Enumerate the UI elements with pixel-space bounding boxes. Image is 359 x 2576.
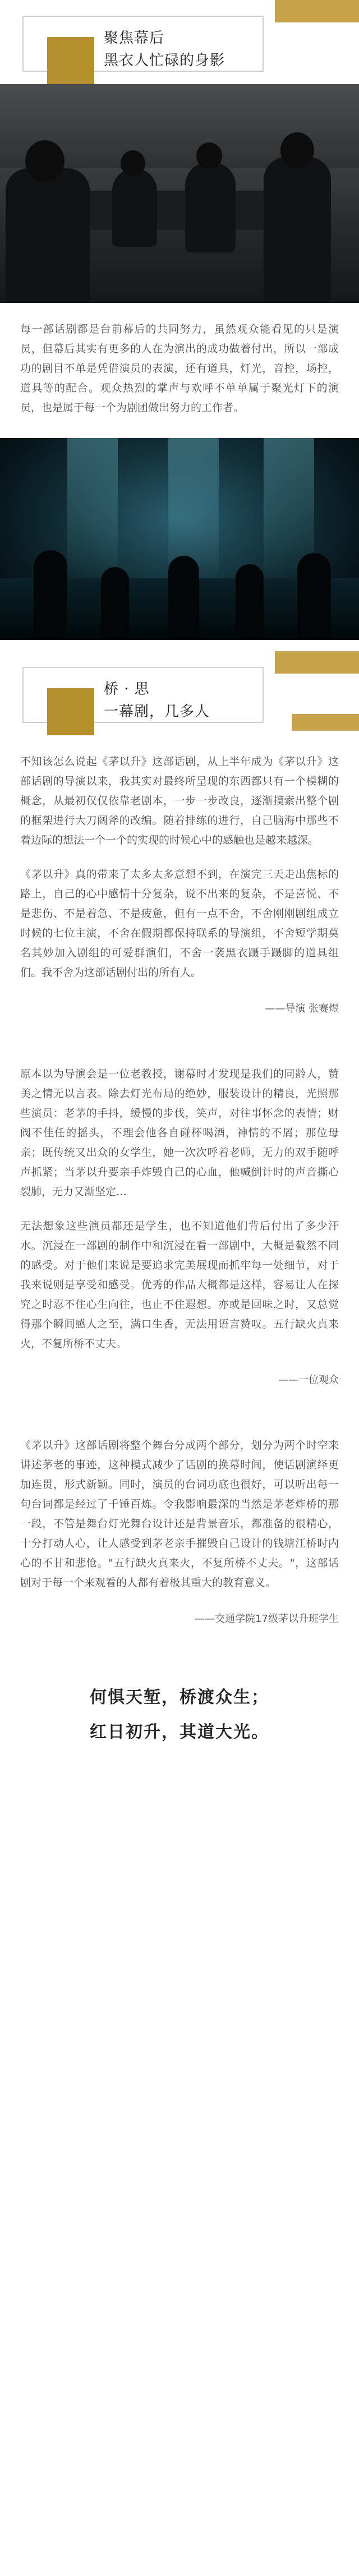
decorative-gold-bar bbox=[275, 0, 359, 22]
closing-line-1: 何惧天堑，桥渡众生； bbox=[90, 1688, 269, 1707]
decorative-gold-square bbox=[47, 688, 94, 735]
stage-photo bbox=[0, 438, 359, 640]
decorative-gold-bar bbox=[275, 651, 359, 674]
audience-text bbox=[0, 1048, 359, 1374]
director-paragraph-1: 不知该怎么说起《茅以升》这部话剧，从上半年成为《茅以升》这部话剧的导演以来，我其实对最终所呈现的东西都只有一个模糊的概念，从最初仅仅依靠老剧本，一步一步改良，逐渐摸索出整个剧的框架进行大刀阔斧的改编。随着排练的进行，自己脑海中那些不着边际的想法一个一个的实现的时候心中的感触也是越来越深。 bbox=[20, 755, 339, 846]
decorative-gold-square bbox=[47, 37, 94, 84]
signature-audience: ——一位观众 bbox=[278, 1374, 339, 1386]
section-title-line2: 黑衣人忙碌的身影 bbox=[104, 52, 225, 69]
section-title-line2: 一幕剧，几多人 bbox=[104, 703, 210, 720]
intro-text bbox=[0, 303, 359, 438]
audience-paragraph-1: 原本以为导演会是一位老教授，谢幕时才发现是我们的同龄人，赞美之情无以言表。除去灯光布局的绝妙，服装设计的精良，光照那些演员：老茅的手抖，缓慢的步伐，笑声，对往事怀念的表情；财阀不佳任的摇头，不理会他各自碰杯喝酒，神情的不屑；那位母亲；既传统又出众的女学生，她一次次呼着老师，无力的双手随呼声抓紧；当茅以升要亲手炸毁自己的心血，他喊倒计时的声音撕心裂肺，无力又渐坚定… bbox=[20, 1068, 339, 1198]
section-title bbox=[104, 678, 210, 723]
intro-paragraph: 每一部话剧都是台前幕后的共同努力，虽然观众能看见的只是演员，但幕后其实有更多的人在为演出的成功做着付出，所以一部成功的剧目不单是凭借演员的表演，还有道具，灯光，音控，场控，道具等的配合。观众热烈的掌声与欢呼不单单属于聚光灯下的演员，也是属于每一个为剧团做出努力的工作者。 bbox=[20, 323, 339, 414]
closing-line-2: 红日初升，其道大光。 bbox=[90, 1722, 269, 1742]
section-title-line1: 聚焦幕后 bbox=[104, 30, 165, 47]
audience-paragraph-2: 无法想象这些演员都还是学生，也不知道他们背后付出了多少汗水。沉浸在一部剧的制作中和沉浸在看一部剧中，大概是截然不同的感受。对于他们来说是要追求完美展现而抓牢每一处细节，对于我来说则是享受和感受。优秀的作品大概都是这样，容易让人在探究之时忍不住心生向往，也止不住遐想。亦或是回味之时，又总觉得那个瞬间感人之至，满口生香，无法用语言赞叹。五行缺火真来火，不复所桥不丈夫。 bbox=[20, 1220, 339, 1350]
signature-student: ——交通学院17级茅以升班学生 bbox=[195, 1613, 339, 1625]
rehearsal-photo bbox=[0, 84, 359, 303]
student-paragraph: 《茅以升》这部话剧将整个舞台分成两个部分，划分为两个时空来讲述茅老的事迹，这种模式减少了话剧的换幕时间，使话剧演绎更加连贯，形式新颖。同时，演员的台词功底也很好，可以听出每一句台词都是经过了千锤百炼。令我影响最深的当然是茅老炸桥的那一段，不管是舞台灯光舞台设计还是背景音乐，都准备的很精心，十分打动人心，让人感受到茅老亲手摧毁自己设计的钱塘江桥时内心的不甘和悲怆。"五行缺火真来火，不复所桥不丈夫。"，这部话剧对于每一个来观看的人都有着极其重大的教育意义。 bbox=[20, 1439, 339, 1589]
signature-director: ——导演 张赛煜 bbox=[265, 1003, 339, 1015]
section-header-reflections bbox=[0, 651, 359, 735]
reflections-text bbox=[0, 735, 359, 1003]
decorative-gold-bar-lower bbox=[292, 714, 359, 731]
closing-slogan bbox=[0, 1658, 359, 1817]
student-text bbox=[0, 1419, 359, 1613]
director-paragraph-2: 《茅以升》真的带来了太多太多意想不到，在演完三天走出焦标的路上，自己的心中感情十分复杂，说不出来的复杂，不是喜悦、不是悲伤、不是着急、不是疲惫，但有一点不舍，不舍刚刚剧组成立时候的七位主演，不舍在假期都保持联系的导演组，不舍短学期莫名其妙加入剧组的可爱群演们，不舍一袭黑衣蹑手蹑脚的道具组们。我不舍为这部话剧付出的所有人。 bbox=[20, 868, 339, 979]
section-title-line1: 桥 · 思 bbox=[104, 681, 150, 698]
section-title bbox=[104, 27, 225, 72]
section-header-backstage bbox=[0, 0, 359, 84]
